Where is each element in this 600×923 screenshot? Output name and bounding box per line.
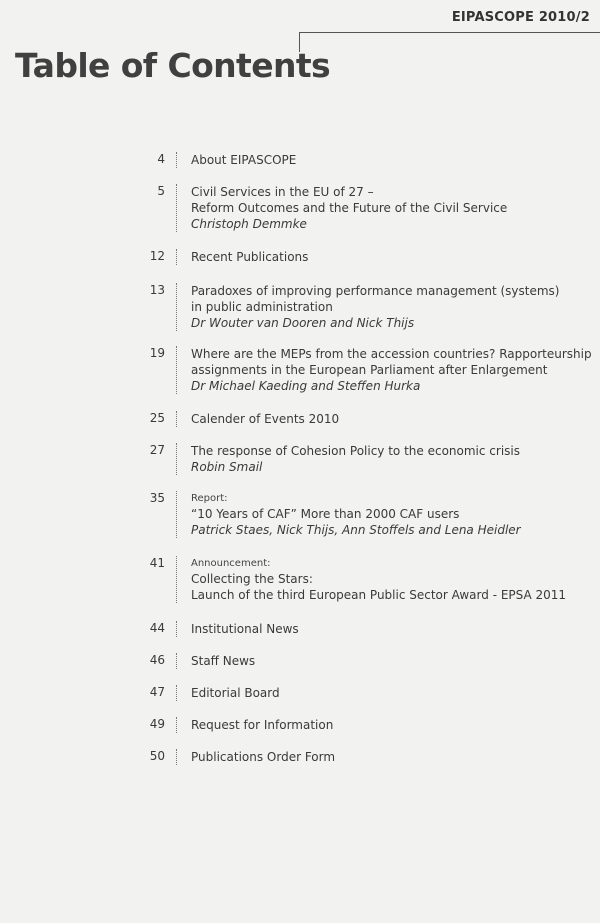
toc-entry-title-line: Publications Order Form (191, 750, 336, 764)
toc-page-number: 25 (149, 411, 165, 425)
toc-dotted-rule (176, 653, 177, 669)
toc-dotted-rule (176, 749, 177, 765)
toc-entry-title-line: Reform Outcomes and the Future of the Civil Service (191, 201, 508, 215)
toc-dotted-rule (176, 717, 177, 733)
toc-entry-body (191, 556, 591, 603)
toc-entry-title-line: “10 Years of CAF” More than 2000 CAF users (191, 507, 460, 521)
toc-entry-title-line: Institutional News (191, 622, 299, 636)
toc-entry-title-line: About EIPASCOPE (191, 153, 297, 167)
toc-entry-title-line: in public administration (191, 300, 333, 314)
toc-entry-kicker: Announcement: (191, 558, 271, 569)
page-title: Table of Contents (15, 46, 331, 85)
toc-entry-author: Christoph Demmke (191, 217, 307, 231)
toc-entry-body (191, 184, 591, 232)
toc-page-number: 4 (157, 152, 165, 166)
toc-page-number: 49 (149, 717, 165, 731)
toc-entry-kicker: Report: (191, 493, 228, 504)
toc-page-number: 13 (149, 283, 165, 297)
toc-entry-author: Dr Michael Kaeding and Steffen Hurka (191, 379, 421, 393)
toc-dotted-rule (176, 184, 177, 232)
header-rule (300, 32, 600, 33)
toc-dotted-rule (176, 443, 177, 475)
toc-entry-body (191, 152, 591, 168)
toc-entry-title-line: Collecting the Stars: (191, 572, 313, 586)
toc-page-number: 41 (149, 556, 165, 570)
toc-dotted-rule (176, 491, 177, 538)
toc-page-number: 47 (149, 685, 165, 699)
toc-page-number: 19 (149, 346, 165, 360)
toc-entry-author: Dr Wouter van Dooren and Nick Thijs (191, 316, 415, 330)
toc-dotted-rule (176, 346, 177, 394)
toc-entry-body (191, 249, 591, 265)
toc-entry-body (191, 685, 591, 701)
toc-entry-title-line: Where are the MEPs from the accession countries? Rapporteurship (191, 347, 592, 361)
toc-entry-body (191, 443, 591, 475)
toc-entry-title-line: Launch of the third European Public Sector Award - EPSA 2011 (191, 588, 567, 602)
toc-entry-body (191, 717, 591, 733)
toc-page-number: 46 (149, 653, 165, 667)
toc-entry-title-line: Editorial Board (191, 686, 280, 700)
toc-page-number: 5 (157, 184, 165, 198)
toc-entry-title-line: Paradoxes of improving performance management (systems) (191, 284, 560, 298)
toc-page-number: 50 (149, 749, 165, 763)
toc-entry-title-line: Request for Information (191, 718, 334, 732)
toc-dotted-rule (176, 249, 177, 265)
toc-dotted-rule (176, 556, 177, 603)
toc-entry-title-line: assignments in the European Parliament after Enlargement (191, 363, 548, 377)
toc-page-number: 35 (149, 491, 165, 505)
toc-entry-body (191, 749, 591, 765)
toc-entry-title-line: Staff News (191, 654, 256, 668)
toc-entry-title-line: The response of Cohesion Policy to the economic crisis (191, 444, 520, 458)
toc-entry-body (191, 653, 591, 669)
toc-entry-title-line: Civil Services in the EU of 27 – (191, 185, 374, 199)
toc-entry-body (191, 346, 591, 394)
toc-entry-author: Patrick Staes, Nick Thijs, Ann Stoffels and Lena Heidler (191, 523, 521, 537)
toc-dotted-rule (176, 283, 177, 331)
toc-entry-title-line: Recent Publications (191, 250, 309, 264)
toc-page-number: 27 (149, 443, 165, 457)
toc-entry-body (191, 411, 591, 427)
toc-dotted-rule (176, 621, 177, 637)
toc-entry-body (191, 283, 591, 331)
journal-issue: EIPASCOPE 2010/2 (451, 10, 590, 25)
toc-entry-author: Robin Smail (191, 460, 263, 474)
toc-entry-title-line: Calender of Events 2010 (191, 412, 340, 426)
toc-dotted-rule (176, 152, 177, 168)
toc-entry-body (191, 621, 591, 637)
toc-dotted-rule (176, 411, 177, 427)
toc-dotted-rule (176, 685, 177, 701)
toc-page-number: 12 (149, 249, 165, 263)
toc-entry-body (191, 491, 591, 538)
toc-page-number: 44 (149, 621, 165, 635)
